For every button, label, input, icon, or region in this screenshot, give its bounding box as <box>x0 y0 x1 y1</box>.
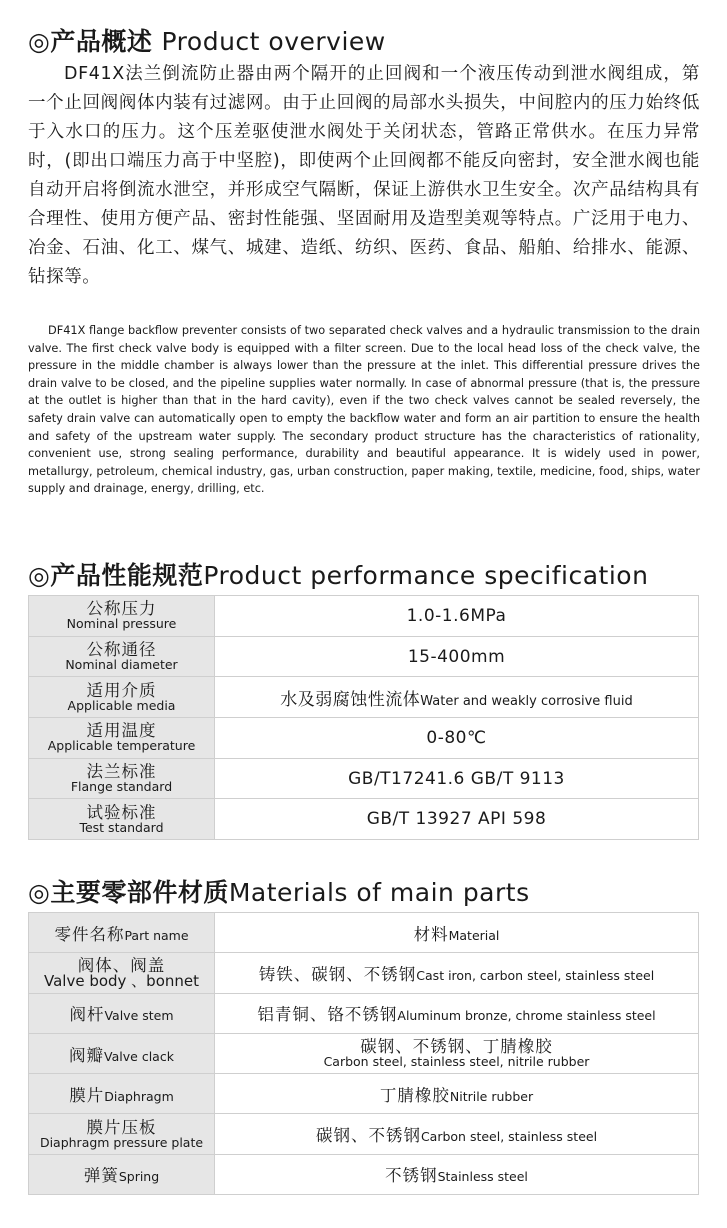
spec-value: 0-80℃ <box>215 718 699 759</box>
material-header: 材料Material <box>215 913 699 953</box>
overview-title-en: Product overview <box>161 27 386 56</box>
spec-label: 适用温度 Applicable temperature <box>29 718 215 759</box>
table-row <box>29 636 699 677</box>
table-row <box>29 993 699 1033</box>
performance-title-en: Product performance specification <box>203 561 649 590</box>
material-value: 丁腈橡胶Nitrile rubber <box>215 1074 699 1114</box>
material-value: 碳钢、不锈钢Carbon steel, stainless steel <box>215 1114 699 1154</box>
part-name: 膜片Diaphragm <box>29 1074 215 1114</box>
spec-value: 水及弱腐蚀性流体Water and weakly corrosive fluid <box>215 677 699 718</box>
part-name: 弹簧Spring <box>29 1154 215 1194</box>
overview-title-cn: ◎产品概述 <box>28 27 153 56</box>
part-name: 阀瓣Valve clack <box>29 1033 215 1073</box>
part-name-header: 零件名称Part name <box>29 913 215 953</box>
performance-title-cn: ◎产品性能规范 <box>28 561 204 590</box>
spec-value: GB/T17241.6 GB/T 9113 <box>215 758 699 799</box>
table-row <box>29 799 699 840</box>
material-value: 铸铁、碳钢、不锈钢Cast iron, carbon steel, stainless steel <box>215 953 699 993</box>
spec-label: 公称通径 Nominal diameter <box>29 636 215 677</box>
materials-table <box>28 912 699 1195</box>
table-row <box>29 758 699 799</box>
spec-label: 法兰标准 Flange standard <box>29 758 215 799</box>
part-name: 阀杆Valve stem <box>29 993 215 1033</box>
part-name: 阀体、阀盖 Valve body 、bonnet <box>29 953 215 993</box>
table-row <box>29 1114 699 1154</box>
materials-title-cn: ◎主要零部件材质 <box>28 878 229 907</box>
table-row <box>29 596 699 637</box>
spec-label: 公称压力 Nominal pressure <box>29 596 215 637</box>
overview-paragraph-en: DF41X flange backflow preventer consists of two separated check valves and a hydraulic transmission to the drain valve. The first check valve body is equipped with a filter screen. Due to the local head loss of the check valve, the pressure in the middle chamber is always lower than the pressure at the inlet. This differential pressure drives the drain valve to be closed, and the pipeline supplies water normally. In case of abnormal pressure (that is, the pressure at the outlet is higher than that in the hard cavity), even if the two check valves cannot be sealed reversely, the safety drain valve can automatically open to empty the backflow water and form an air partition to ensure the health and safety of the upstream water supply. The secondary product structure has the characteristics of rationality, convenient use, strong sealing performance, durability and beautiful appearance. It is widely used in power, metallurgy, petroleum, chemical industry, gas, urban construction, paper making, textile, medicine, food, ships, water supply and drainage, energy, drilling, etc. <box>28 324 700 496</box>
table-row <box>29 677 699 718</box>
spec-value: 15-400mm <box>215 636 699 677</box>
material-value: 铝青铜、铬不锈钢Aluminum bronze, chrome stainless steel <box>215 993 699 1033</box>
table-row <box>29 1074 699 1114</box>
performance-heading <box>28 556 648 592</box>
spec-value: GB/T 13927 API 598 <box>215 799 699 840</box>
materials-title-en: Materials of main parts <box>228 878 530 907</box>
overview-heading <box>28 22 386 58</box>
table-row <box>29 1033 699 1073</box>
material-value: 碳钢、不锈钢、丁腈橡胶 Carbon steel, stainless steel, nitrile rubber <box>215 1033 699 1073</box>
material-value: 不锈钢Stainless steel <box>215 1154 699 1194</box>
overview-paragraph-cn: DF41X法兰倒流防止器由两个隔开的止回阀和一个液压传动到泄水阀组成，第一个止回阀阀体内装有过滤网。由于止回阀的局部水头损失，中间腔内的压力始终低于入水口的压力。这个压差驱使泄水阀处于关闭状态，管路正常供水。在压力异常时，(即出口端压力高于中坚腔)，即使两个止回阀都不能反向密封，安全泄水阀也能自动开启将倒流水泄空，并形成空气隔断，保证上游供水卫生安全。次产品结构具有合理性、使用方便产品、密封性能强、坚固耐用及造型美观等特点。广泛用于电力、冶金、石油、化工、煤气、城建、造纸、纺织、医药、食品、船舶、给排水、能源、钻探等。 <box>28 64 700 287</box>
performance-table <box>28 595 699 840</box>
spec-value: 1.0-1.6MPa <box>215 596 699 637</box>
materials-heading <box>28 873 530 909</box>
table-row <box>29 953 699 993</box>
spec-label: 试验标准 Test standard <box>29 799 215 840</box>
table-header-row <box>29 913 699 953</box>
table-row <box>29 1154 699 1194</box>
part-name: 膜片压板 Diaphragm pressure plate <box>29 1114 215 1154</box>
table-row <box>29 718 699 759</box>
spec-label: 适用介质 Applicable media <box>29 677 215 718</box>
